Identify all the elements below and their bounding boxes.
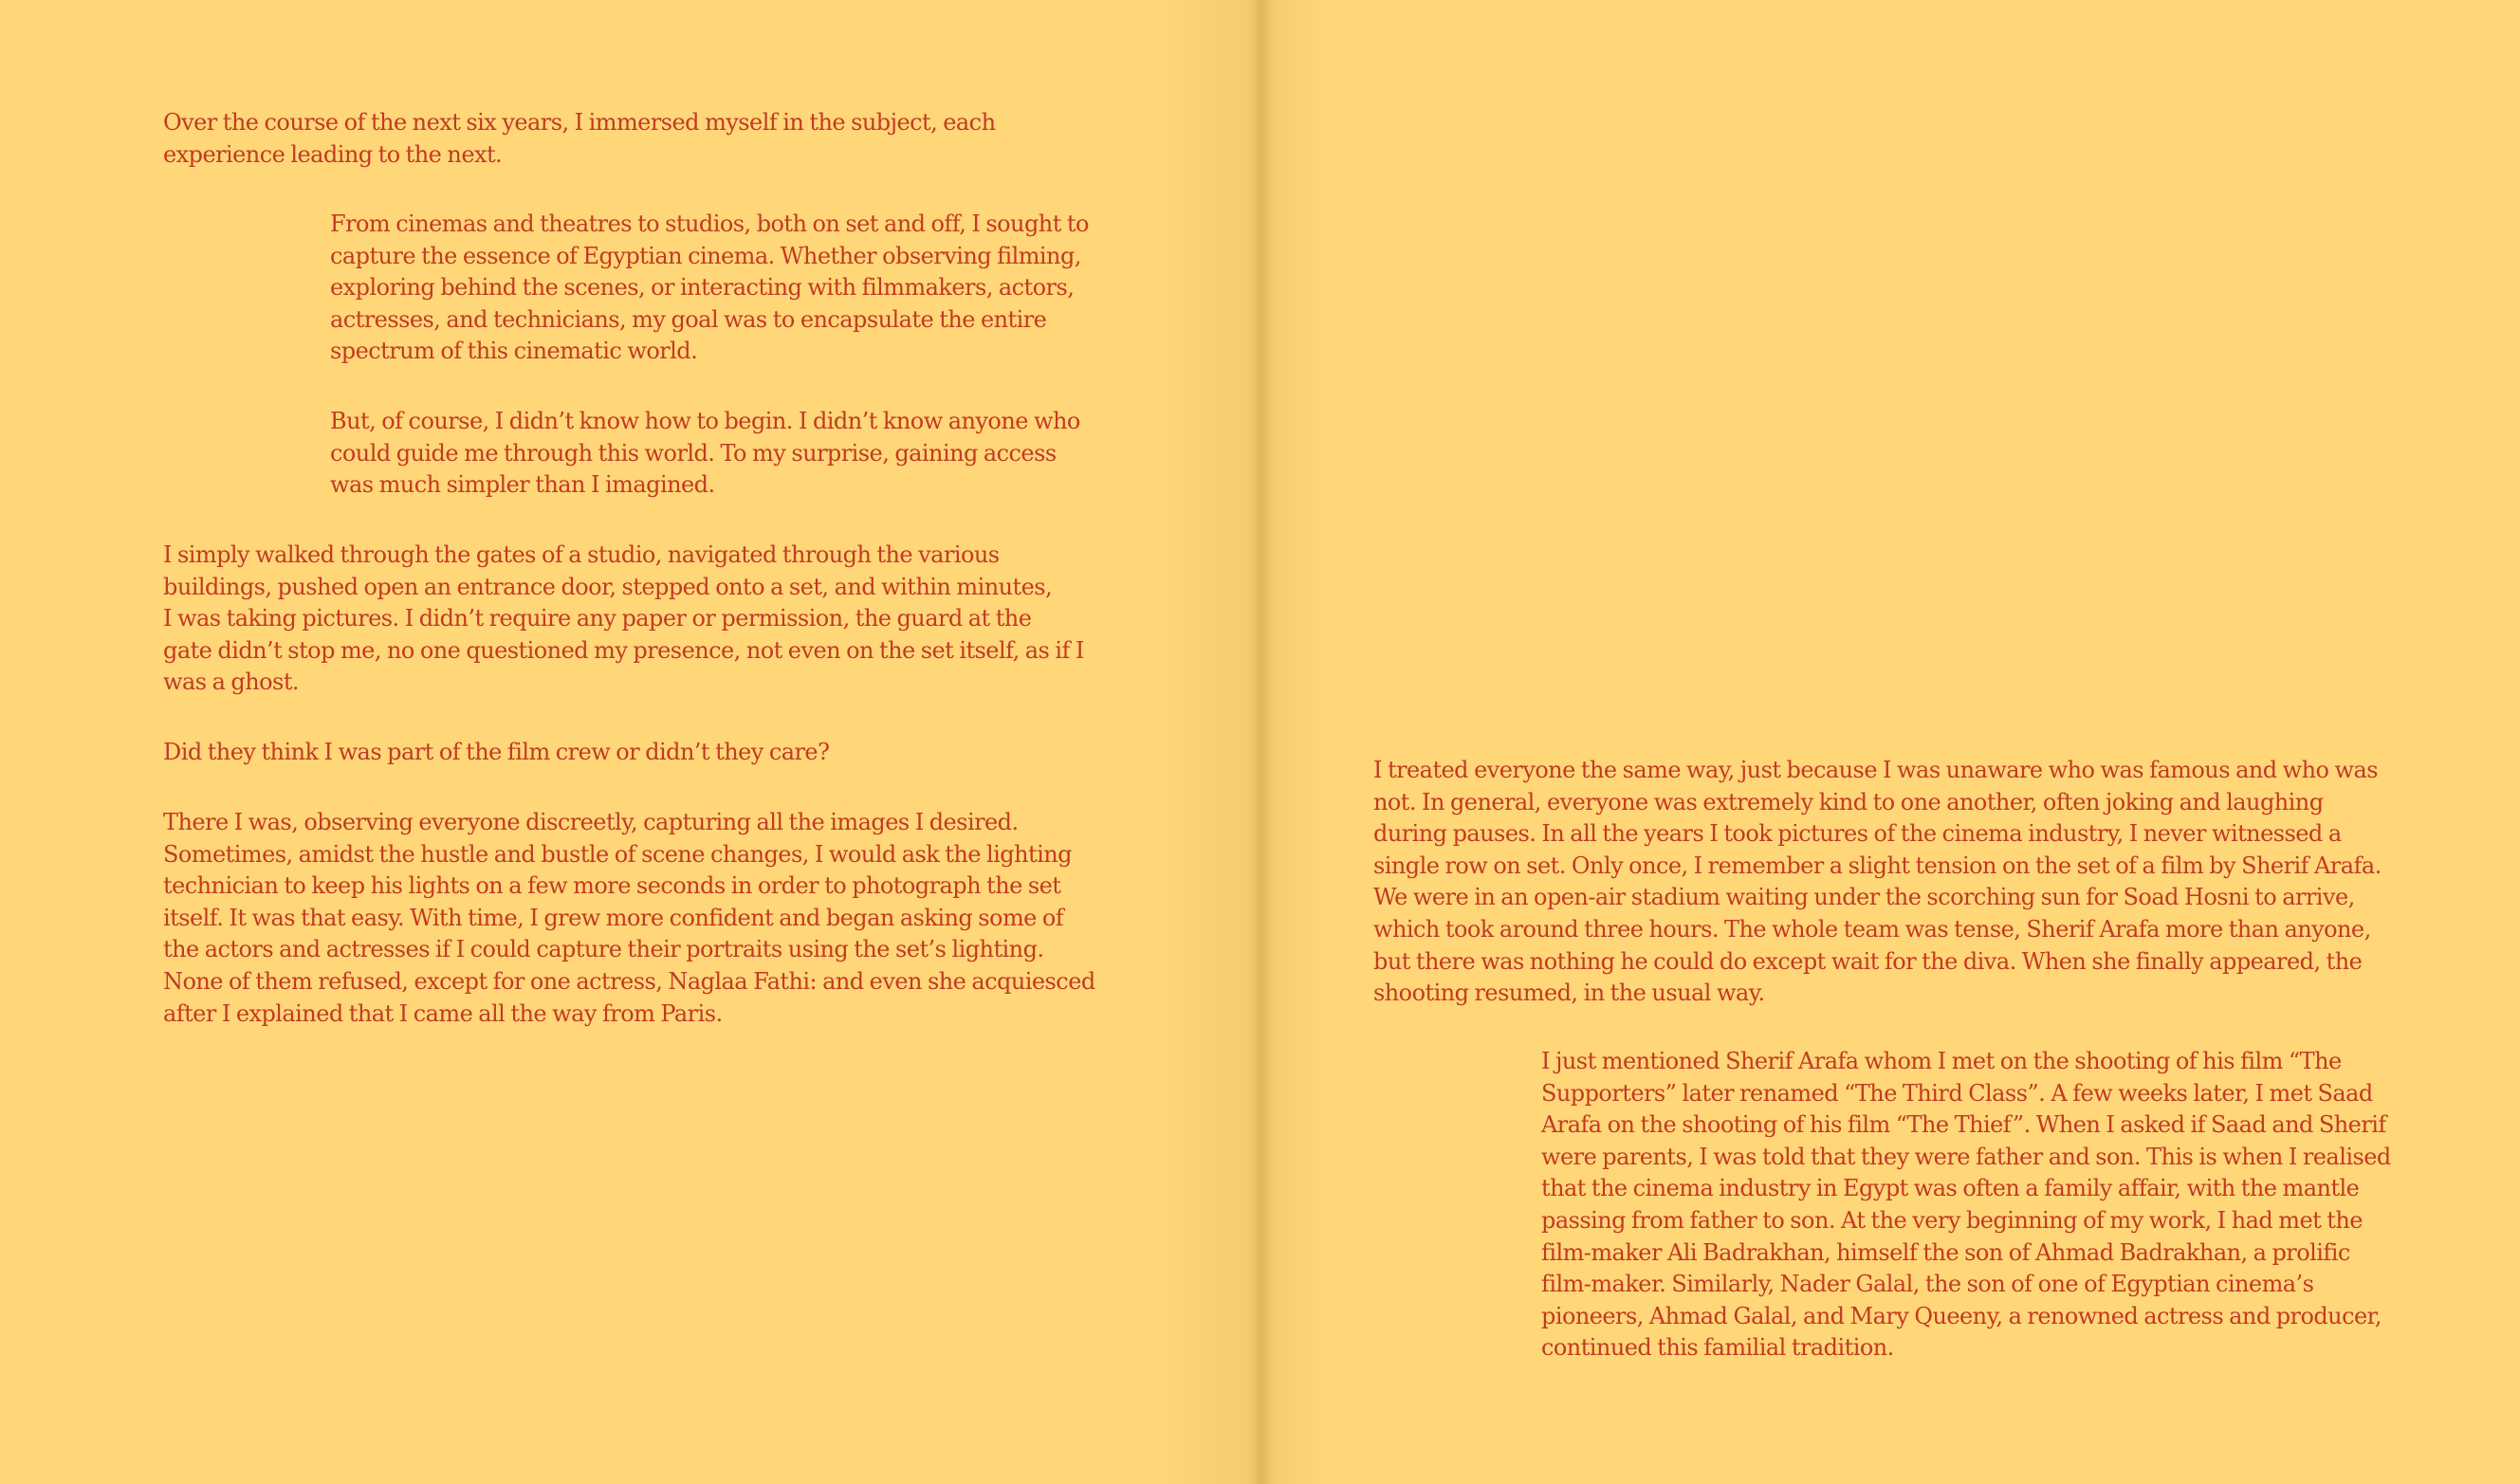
- left-paragraph-6: There I was, observing everyone discreetly, capturing all the images I desired. Sometimes, amidst the hustle and bustle of scene changes, I would ask the lighting technician to keep his lights on a few more seconds in order to photograph the set itself. It was that easy. With time, I grew more confident and began asking some of the actors and actresses if I could capture their portraits using the set’s lighting. None of them refused, except for one actress, Naglaa Fathi: and even she acquiesced after I explained that I came all the way from Paris.: [163, 809, 1095, 1027]
- right-paragraph-2-indented: I just mentioned Sherif Arafa whom I met on the shooting of his film “The Supporters” later renamed “The Third Class”. A few weeks later, I met Saad Arafa on the shooting of his film “The Thief”. When I asked if Saad and Sherif were parents, I was told that they were father and son. This is when I realised that the cinema industry in Egypt was often a family affair, with the mantle passing from father to son. At the very beginning of my work, I had met the film-maker Ali Badrakhan, himself the son of Ahmad Badrakhan, a prolific film-maker. Similarly, Nader Galal, the son of one of Egyptian cinema’s pioneers, Ahmad Galal, and Mary Queeny, a renowned actress and producer, continued this familial tradition.: [1541, 1048, 2391, 1362]
- right-page: [1260, 0, 2520, 1484]
- left-paragraph-3-indented: But, of course, I didn’t know how to begin. I didn’t know anyone who could guide me through this world. To my surprise, gaining access was much simpler than I imagined.: [330, 408, 1080, 499]
- left-paragraph-5: Did they think I was part of the film crew or didn’t they care?: [163, 739, 830, 765]
- left-paragraph-4: I simply walked through the gates of a studio, navigated through the various buildings, pushed open an entrance door, stepped onto a set, and within minutes, I was taking pictures. I didn’t require any paper or permission, the guard at the gate didn’t stop me, no one questioned my presence, not even on the set itself, as if I was a ghost.: [163, 541, 1084, 696]
- book-gutter-shadow: [1250, 0, 1271, 1484]
- left-paragraph-2-indented: From cinemas and theatres to studios, both on set and off, I sought to capture the essence of Egyptian cinema. Whether observing filming, exploring behind the scenes, or interacting with filmmakers, actors, actresses, and technicians, my goal was to encapsulate the entire spectrum of this cinematic world.: [330, 211, 1089, 365]
- right-paragraph-1: I treated everyone the same way, just because I was unaware who was famous and who was not. In general, everyone was extremely kind to one another, often joking and laughing during pauses. In all the years I took pictures of the cinema industry, I never witnessed a single row on set. Only once, I remember a slight tension on the set of a film by Sherif Arafa. We were in an open-air stadium waiting under the scorching sun for Soad Hosni to arrive, which took around three hours. The whole team was tense, Sherif Arafa more than anyone, but there was nothing he could do except wait for the diva. When she finally appeared, the shooting resumed, in the usual way.: [1373, 757, 2382, 1007]
- left-paragraph-1: Over the course of the next six years, I immersed myself in the subject, each experience leading to the next.: [163, 109, 996, 168]
